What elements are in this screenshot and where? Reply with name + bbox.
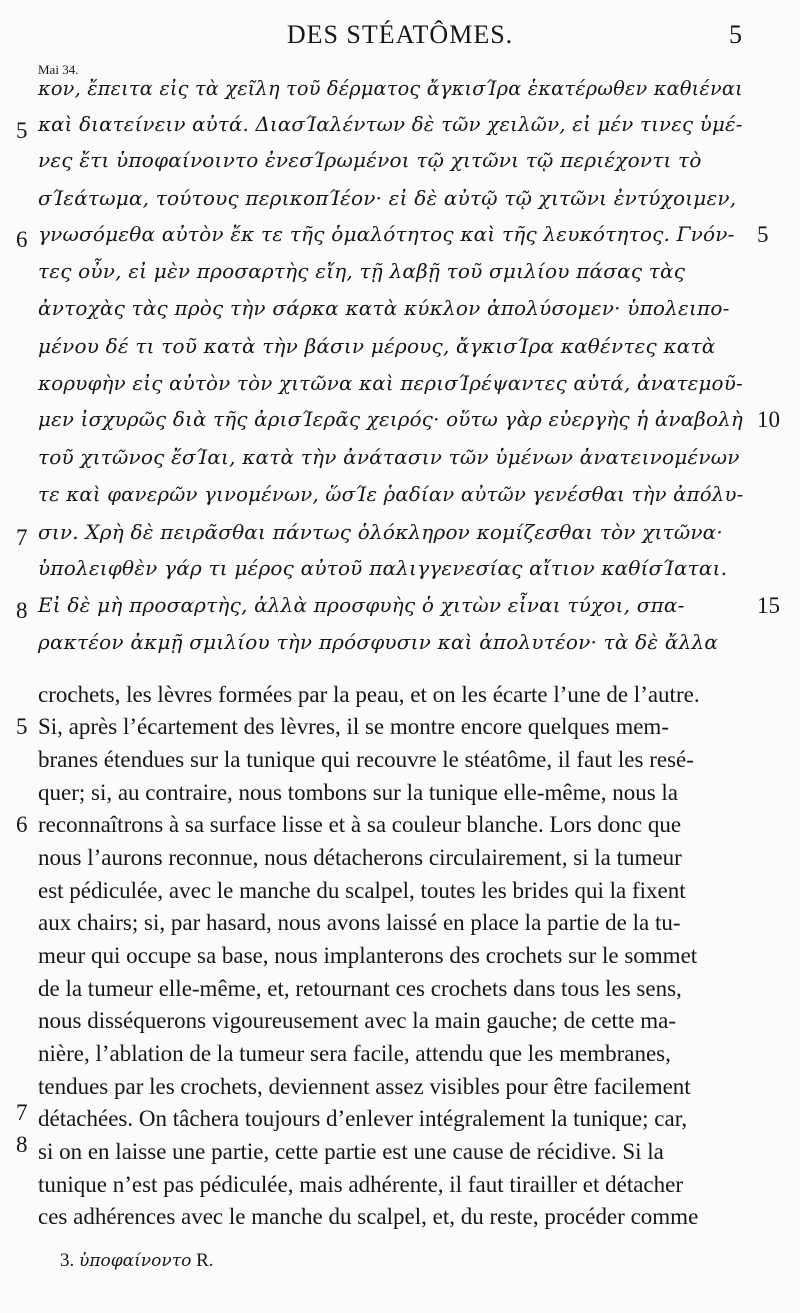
french-line: tendues par les crochets, deviennent assez visibles pour être facilement (38, 1074, 691, 1099)
french-line: ces adhérences avec le manche du scalpel, et, du reste, procéder comme (38, 1204, 699, 1229)
french-line: tunique n’est pas pédiculée, mais adhérente, il faut tirailler et détacher (38, 1172, 683, 1197)
greek-line-number: 8 (16, 598, 28, 623)
french-line: nière, l’ablation de la tumeur sera facile, attendu que les membranes, (38, 1041, 671, 1066)
greek-line: τοῦ χιτῶνος ἔσΊαι, κατὰ τὴν ἀνάτασιν τῶν ὑμένων ἀνατεινομένων (38, 445, 740, 469)
french-line: reconnaîtrons à sa surface lisse et à sa couleur blanche. Lors donc que (38, 812, 682, 837)
french-line: nous disséquerons vigoureusement avec la main gauche; de cette ma- (38, 1008, 677, 1033)
margin-line-number: 15 (757, 593, 780, 618)
page-number: 5 (729, 20, 742, 49)
footnote-number: 3. (60, 1250, 75, 1271)
greek-line: σιν. Χρὴ δὲ πειρᾶσθαι πάντως ὁλόκληρον κομίζεσθαι τὸν χιτῶνα· (38, 520, 723, 544)
french-line: crochets, les lèvres formées par la peau, et on les écarte l’une de l’autre. (38, 682, 700, 707)
greek-line: τες οὖν, εἰ μὲν προσαρτὴς εἴη, τῇ λαβῇ τοῦ σμιλίου πάσας τὰς (38, 259, 686, 283)
greek-line: καὶ διατείνειν αὐτά. ΔιασΊαλέντων δὲ τῶν χειλῶν, εἰ μέν τινες ὑμέ- (38, 112, 743, 136)
french-line: nous l’aurons reconnue, nous détacherons circulairement, si la tumeur (38, 845, 682, 870)
french-line: de la tumeur elle-même, et, retournant ces crochets dans tous les sens, (38, 976, 682, 1001)
french-line: si on en laisse une partie, cette partie est une cause de récidive. Si la (38, 1139, 664, 1164)
greek-line: μένου δέ τι τοῦ κατὰ τὴν βάσιν μέρους, ἄγκισΊρα καθέντες κατὰ (38, 334, 716, 358)
greek-line: μεν ἰσχυρῶς διὰ τῆς ἀρισΊερᾶς χειρός· οὕτω γὰρ εὐεργὴς ἡ ἀναβολὴ (38, 407, 743, 431)
greek-line: κον, ἔπειτα εἰς τὰ χεῖλη τοῦ δέρματος ἄγκισΊρα ἑκατέρωθεν καθιέναι (38, 76, 743, 100)
french-line-number: 5 (16, 714, 28, 739)
margin-line-number: 5 (757, 222, 769, 247)
french-line: est pédiculée, avec le manche du scalpel, toutes les brides qui la fixent (38, 878, 686, 903)
greek-line-number: 6 (16, 227, 28, 252)
greek-line: ὑπολειφθὲν γάρ τι μέρος αὐτοῦ παλιγγενεσίας αἴτιον καθίσΊαται. (38, 556, 728, 580)
footnote (60, 1250, 214, 1272)
greek-line: Εἰ δὲ μὴ προσαρτὴς, ἀλλὰ προσφυὴς ὁ χιτὼν εἶναι τύχοι, σπα- (38, 593, 685, 617)
french-line: aux chairs; si, par hasard, nous avons laissé en place la partie de la tu- (38, 910, 681, 935)
french-line: Si, après l’écartement des lèvres, il se montre encore quelques mem- (38, 714, 669, 739)
greek-line: ἀντοχὰς τὰς πρὸς τὴν σάρκα κατὰ κύκλον ἀπολύσομεν· ὑπολειπο- (38, 296, 730, 320)
margin-line-number: 10 (757, 407, 780, 432)
greek-line: νες ἔτι ὑποφαίνοιντο ἐνεσΊρωμένοι τῷ χιτῶνι τῷ περιέχοντι τὸ (38, 148, 702, 172)
french-line-number: 6 (16, 812, 28, 837)
french-line: détachées. On tâchera toujours d’enlever intégralement la tunique; car, (38, 1106, 688, 1131)
manuscript-reference: Mai 34. (38, 62, 79, 77)
footnote-siglum: R. (196, 1250, 214, 1271)
greek-line: κορυφὴν εἰς αὐτὸν τὸν χιτῶνα καὶ περισΊρέψαντες αὐτά, ἀνατεμοῦ- (38, 371, 743, 395)
greek-line: τε καὶ φανερῶν γινομένων, ὥσΊε ῥαδίαν αὐτῶν γενέσθαι τὴν ἀπόλυ- (38, 482, 744, 506)
running-title: DES STÉATÔMES. (286, 20, 514, 49)
french-line: quer; si, au contraire, nous tombons sur la tunique elle-même, nous la (38, 780, 679, 805)
greek-line-number: 7 (16, 525, 28, 550)
greek-line: σΊεάτωμα, τούτους περικοπΊέον· εἰ δὲ αὐτῷ τῷ χιτῶνι ἐντύχοιμεν, (38, 186, 737, 210)
footnote-variant-reading: ὑποφαίνοντο (79, 1251, 192, 1271)
french-line-number: 8 (16, 1132, 28, 1157)
french-line: meur qui occupe sa base, nous implanterons des crochets sur le sommet (38, 943, 698, 968)
french-line-number: 7 (16, 1100, 28, 1125)
french-line: branes étendues sur la tunique qui recouvre le stéatôme, il faut les resé- (38, 747, 694, 772)
greek-line: γνωσόμεθα αὐτὸν ἔκ τε τῆς ὁμαλότητος καὶ τῆς λευκότητος. Γνόν- (38, 222, 735, 246)
greek-line-number: 5 (16, 118, 28, 143)
greek-line: ρακτέον ἀκμῇ σμιλίου τὴν πρόσφυσιν καὶ ἀπολυτέον· τὰ δὲ ἄλλα (38, 630, 719, 654)
